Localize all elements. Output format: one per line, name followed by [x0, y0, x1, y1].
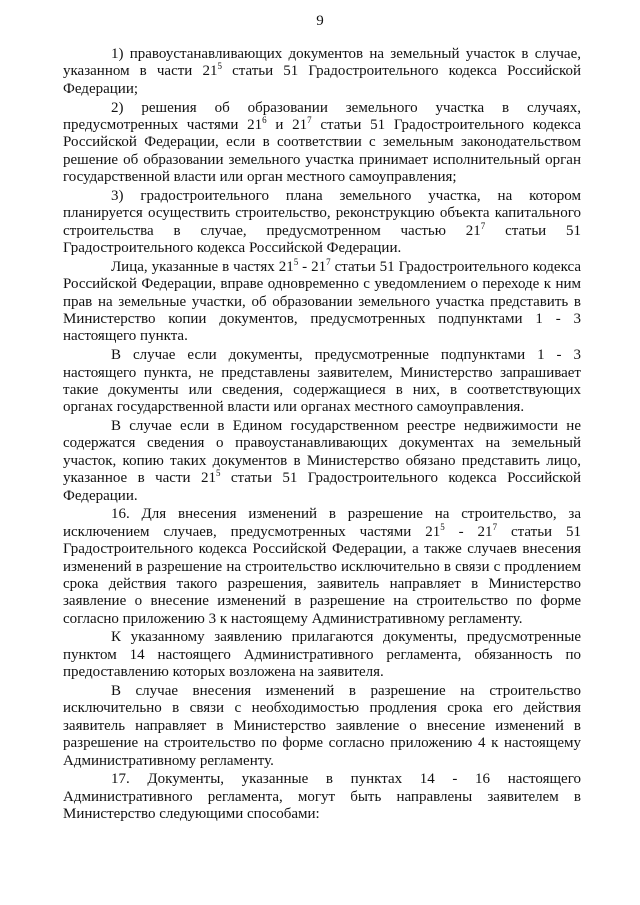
paragraph-item-3: [63, 188, 581, 258]
paragraph-text: статьи 51 Градостроительного кодекса Российской Федерации.: [63, 222, 582, 257]
superscript-number: 6: [262, 114, 267, 125]
paragraph-text: В случае внесения изменений в разрешение на строительство исключительно в связи с необходимостью продления срока его действия заявитель направляет в Министерство заявление о внесение изменений в разрешение на строительство по форме согласно приложению 4 к настоящему Административному регламенту.: [63, 683, 581, 769]
page-number: 9: [316, 13, 324, 29]
superscript-number: 7: [492, 521, 498, 532]
paragraph-attachments: [63, 629, 581, 681]
paragraph-clause-16: [63, 506, 581, 628]
superscript-number: 7: [307, 114, 312, 125]
paragraph-text: 1) правоустанавливающих документов на земельный участок в случае, указанном в части 21: [63, 46, 581, 80]
paragraph-text: - 21: [298, 258, 327, 275]
paragraph-item-1: [63, 46, 581, 98]
paragraph-clause-17: [63, 771, 581, 823]
paragraph-text: статьи 51 Градостроительного кодекса Российской Федерации, вправе одновременно с уведомлением о переходе к ним прав на земельные участки, об образовании земельного участка представить в Министерство копии документов, предусмотренных подпунктами 1 - 3 настоящего пункта.: [63, 258, 581, 345]
paragraph-registry: [63, 418, 581, 505]
paragraph-text: Лица, указанные в частях 21: [111, 258, 294, 275]
paragraph-documents-request: [63, 347, 581, 417]
superscript-number: 5: [440, 521, 445, 532]
paragraph-text: - 21: [444, 523, 493, 540]
paragraph-text: статьи 51 Градостроительного кодекса Российской Федерации, а также случаев внесения изменений в разрешение на строительство исключительно в связи с продлением срока действия такого разрешения, заявитель направляет в Министерство заявление о внесение изменений в разрешение на строительство по форме согласно приложению 3 к настоящему Административному регламенту.: [63, 523, 581, 627]
paragraph-text: К указанному заявлению прилагаются документы, предусмотренные пунктом 14 настоящего Административного регламента, обязанность по предоставлению которых возложена на заявителя.: [63, 629, 581, 681]
paragraph-item-2: [63, 100, 581, 187]
paragraph-text: 16. Для внесения изменений в разрешение на строительство, за исключением случаев, предусмотренных частями 21: [63, 506, 581, 540]
superscript-number: 7: [480, 220, 486, 231]
document-body: [63, 46, 581, 824]
paragraph-text: 17. Документы, указанные в пунктах 14 - 16 настоящего Административного регламента, могут быть направлены заявителем в Министерство следующими способами:: [63, 771, 581, 823]
superscript-number: 5: [215, 468, 221, 479]
paragraph-text: и 21: [266, 116, 308, 133]
paragraph-text: статьи 51 Градостроительного кодекса Российской Федерации.: [63, 470, 581, 504]
paragraph-text: 3) градостроительного плана земельного участка, на котором планируется осуществить строительство, реконструкцию объекта капитального строительства в случае, предусмотренном частью 21: [63, 187, 581, 239]
paragraph-text: статьи 51 Градостроительного кодекса Российской Федерации;: [63, 63, 582, 97]
paragraph-extension: [63, 683, 581, 770]
paragraph-text: В случае если документы, предусмотренные подпунктами 1 - 3 настоящего пункта, не представлены заявителем, Министерство запрашивает такие документы или сведения, содержащиеся в них, в соответствующих органах государственной власти или органах местного самоуправления.: [63, 347, 581, 416]
superscript-number: 7: [326, 256, 331, 267]
superscript-number: 5: [293, 256, 299, 267]
paragraph-persons-right: [63, 256, 581, 346]
paragraph-text: 2) решения об образовании земельного участка в случаях, предусмотренных частями 21: [63, 99, 581, 133]
paragraph-text: В случае если в Едином государственном реестре недвижимости не содержатся сведения о правоустанавливающих документах на земельный участок, копию таких документов в Министерство обязано представить лицо, указанное в части 21: [63, 418, 581, 487]
paragraph-text: статьи 51 Градостроительного кодекса Российской Федерации, если в соответствии с земельным законодательством решение об образовании земельного участка принимает исполнительный орган государственной власти или орган местного самоуправления;: [63, 116, 581, 186]
superscript-number: 5: [217, 61, 222, 72]
